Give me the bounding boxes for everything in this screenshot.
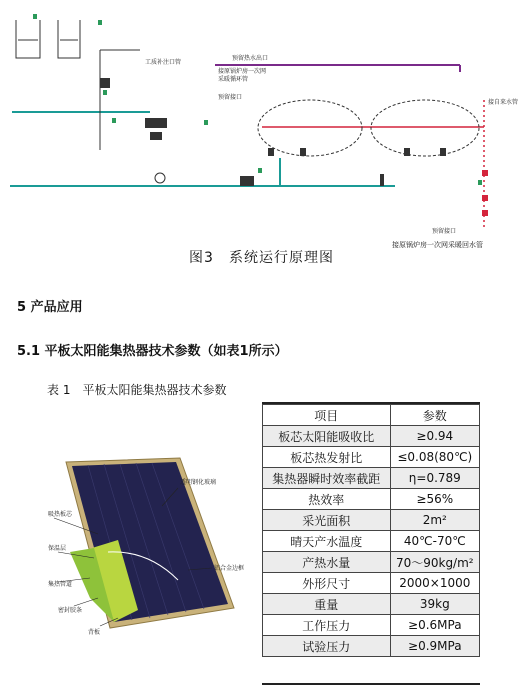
label-boiler-return: 接原锅炉房一次网采暖回水管 (392, 241, 483, 249)
storage-tanks (16, 20, 80, 58)
param-value: η=0.789 (390, 468, 479, 489)
param-value: ≤0.08(80℃) (390, 447, 479, 468)
param-value: 39kg (390, 594, 479, 615)
table-row (263, 531, 480, 552)
table-header-row (263, 405, 480, 426)
section-5-1-heading: 5.1 平板太阳能集热器技术参数（如表1所示） (17, 344, 288, 359)
label-preheat-port: 预留热水出口 (232, 55, 269, 62)
hot-water-tanks (258, 100, 479, 156)
param-name: 试验压力 (263, 636, 391, 657)
param-name: 板芯热发射比 (263, 447, 391, 468)
label-heat-loop: 采暖循环管 (218, 76, 249, 83)
system-principle-diagram (0, 0, 523, 240)
param-name: 热效率 (263, 489, 391, 510)
param-value: 70～90kg/m² (390, 552, 479, 573)
table-bottom-rule (262, 683, 480, 685)
header-item: 项目 (263, 405, 391, 426)
header-param: 参数 (390, 405, 479, 426)
param-value: 2m² (390, 510, 479, 531)
param-value: ≥56% (390, 489, 479, 510)
param-name: 工作压力 (263, 615, 391, 636)
param-name: 板芯太阳能吸收比 (263, 426, 391, 447)
param-name: 产热水量 (263, 552, 391, 573)
collector-label-glass: 透明钢化玻璃 (180, 479, 217, 486)
param-name: 外形尺寸 (263, 573, 391, 594)
section-5-heading: 5 产品应用 (17, 300, 83, 315)
table-row (263, 510, 480, 531)
figure-caption: 图3 系统运行原理图 (189, 250, 334, 266)
collector-label-insulation: 保温层 (48, 545, 67, 552)
table-row (263, 573, 480, 594)
collector-label-seal: 密封胶条 (58, 607, 83, 614)
param-value: ≥0.94 (390, 426, 479, 447)
label-reserve-port: 预留接口 (218, 94, 243, 101)
label-work-water: 工质补注口管 (145, 59, 182, 66)
collector-label-absorber: 吸热板芯 (48, 511, 73, 518)
table-row (263, 615, 480, 636)
table-row (263, 552, 480, 573)
table-row (263, 594, 480, 615)
table-row (263, 468, 480, 489)
collector-label-frame: 铝合金边框 (214, 565, 245, 572)
parameter-table (262, 404, 480, 657)
label-boiler-port: 接原锅炉房一次网 (218, 68, 267, 75)
table-row (263, 489, 480, 510)
table-row (263, 426, 480, 447)
label-reserve-port-2: 预留接口 (432, 228, 457, 235)
param-value: 40℃-70℃ (390, 531, 479, 552)
flat-plate-collector-image (48, 420, 258, 670)
label-tap-water: 接自来水管 (488, 99, 519, 106)
valves (100, 78, 488, 216)
param-name: 集热器瞬时效率截距 (263, 468, 391, 489)
param-name: 重量 (263, 594, 391, 615)
collector-label-pipe: 集热管道 (48, 581, 73, 588)
collector-label-back: 背板 (88, 629, 101, 636)
table-row (263, 447, 480, 468)
table-1-caption: 表 1 平板太阳能集热器技术参数 (47, 383, 227, 397)
param-value: ≥0.9MPa (390, 636, 479, 657)
param-value: 2000×1000 (390, 573, 479, 594)
param-value: ≥0.6MPa (390, 615, 479, 636)
table-row (263, 636, 480, 657)
param-name: 采光面积 (263, 510, 391, 531)
param-name: 晴天产水温度 (263, 531, 391, 552)
